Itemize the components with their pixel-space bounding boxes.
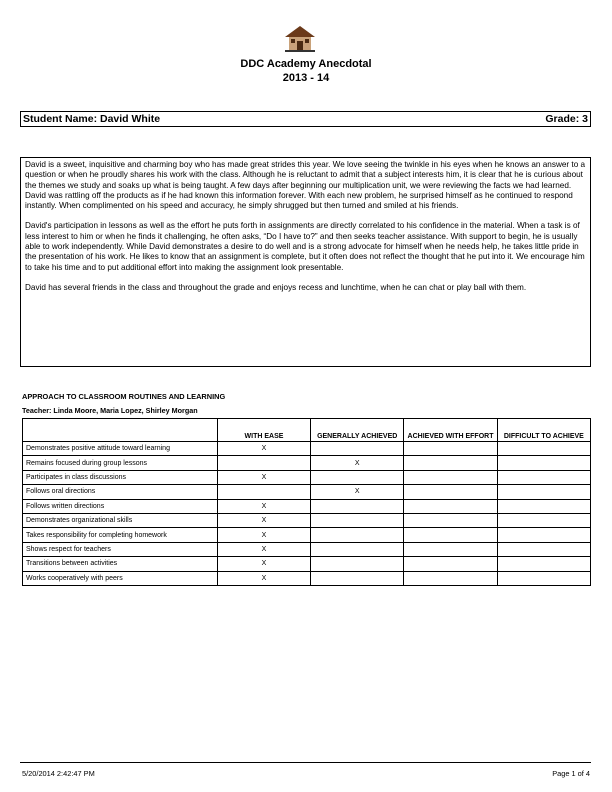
mark-difficult xyxy=(497,442,590,456)
behavior-item: Remains focused during group lessons xyxy=(23,456,218,470)
table-row xyxy=(23,557,591,571)
footer-divider xyxy=(20,762,591,763)
mark-difficult xyxy=(497,528,590,542)
mark-achieved-with-effort xyxy=(404,542,497,556)
document-title: DDC Academy Anecdotal xyxy=(240,58,372,70)
mark-difficult xyxy=(497,456,590,470)
mark-with-ease xyxy=(217,485,310,499)
table-row xyxy=(23,470,591,484)
teacher-names: Teacher: Linda Moore, Maria Lopez, Shirley Morgan xyxy=(22,406,198,415)
mark-with-ease: X xyxy=(217,442,310,456)
mark-achieved-with-effort xyxy=(404,442,497,456)
schoolhouse-icon xyxy=(283,25,317,53)
column-header: WITH EASE xyxy=(217,419,310,442)
student-info-bar xyxy=(20,111,591,127)
table-row xyxy=(23,442,591,456)
table-row xyxy=(23,528,591,542)
table-row xyxy=(23,542,591,556)
behavior-item: Transitions between activities xyxy=(23,557,218,571)
behavior-item: Takes responsibility for completing homework xyxy=(23,528,218,542)
mark-achieved-with-effort xyxy=(404,571,497,585)
mark-with-ease: X xyxy=(217,470,310,484)
school-year: 2013 - 14 xyxy=(282,72,330,84)
mark-generally-achieved: X xyxy=(311,456,404,470)
column-header: ACHIEVED WITH EFFORT xyxy=(404,419,497,442)
narrative-box xyxy=(20,157,591,367)
table-row xyxy=(23,456,591,470)
mark-generally-achieved xyxy=(311,513,404,527)
mark-achieved-with-effort xyxy=(404,528,497,542)
mark-achieved-with-effort xyxy=(404,485,497,499)
mark-with-ease: X xyxy=(217,557,310,571)
behavior-item: Shows respect for teachers xyxy=(23,542,218,556)
column-header: GENERALLY ACHIEVED xyxy=(311,419,404,442)
mark-with-ease: X xyxy=(217,571,310,585)
behavior-item: Follows oral directions xyxy=(23,485,218,499)
student-grade: Grade: 3 xyxy=(545,113,588,125)
mark-difficult xyxy=(497,499,590,513)
mark-generally-achieved xyxy=(311,542,404,556)
behavior-item: Demonstrates organizational skills xyxy=(23,513,218,527)
student-name: Student Name: David White xyxy=(23,113,161,125)
mark-generally-achieved: X xyxy=(311,485,404,499)
mark-difficult xyxy=(497,542,590,556)
narrative-paragraph: David has several friends in the class and throughout the grade and enjoys recess and lunchtime, when he can chat or play ball with them. xyxy=(25,282,527,292)
mark-achieved-with-effort xyxy=(404,456,497,470)
mark-achieved-with-effort xyxy=(404,470,497,484)
narrative-paragraph: David's participation in lessons as well as the effort he puts forth in assignments are directly correlated to his confidence in the material. When a task is of less interest to him or when he finds it challenging, he often asks, “Do I have to?” and then seeks teacher assistance. With support to begin, he is usually able to work independently. While David demonstrates a desire to do well and is a strong advocate for himself when he needs help, he takes little pride in the presentation of his work. He likes to know that an assignment is complete, but it often does not reflect the thought that he put into it. We encourage him to take his time and to put additional effort into making the assignment look presentable. xyxy=(25,221,585,272)
mark-generally-achieved xyxy=(311,470,404,484)
table-row xyxy=(23,485,591,499)
mark-achieved-with-effort xyxy=(404,499,497,513)
mark-generally-achieved xyxy=(311,528,404,542)
mark-with-ease: X xyxy=(217,499,310,513)
table-row xyxy=(23,571,591,585)
column-header xyxy=(23,419,218,442)
behavior-item: Participates in class discussions xyxy=(23,470,218,484)
table-row xyxy=(23,513,591,527)
behavior-item: Follows written directions xyxy=(23,499,218,513)
mark-with-ease xyxy=(217,456,310,470)
mark-with-ease: X xyxy=(217,542,310,556)
mark-generally-achieved xyxy=(311,442,404,456)
mark-difficult xyxy=(497,513,590,527)
behavior-item: Demonstrates positive attitude toward learning xyxy=(23,442,218,456)
table-header-row xyxy=(23,419,591,442)
mark-achieved-with-effort xyxy=(404,513,497,527)
mark-generally-achieved xyxy=(311,571,404,585)
mark-generally-achieved xyxy=(311,557,404,571)
mark-difficult xyxy=(497,485,590,499)
page-number: Page 1 of 4 xyxy=(552,769,590,778)
mark-difficult xyxy=(497,557,590,571)
section-title: APPROACH TO CLASSROOM ROUTINES AND LEARNING xyxy=(22,392,226,401)
mark-with-ease: X xyxy=(217,513,310,527)
mark-difficult xyxy=(497,470,590,484)
table-row xyxy=(23,499,591,513)
mark-achieved-with-effort xyxy=(404,557,497,571)
mark-with-ease: X xyxy=(217,528,310,542)
mark-generally-achieved xyxy=(311,499,404,513)
narrative-paragraph: David is a sweet, inquisitive and charming boy who has made great strides this year. We love seeing the twinkle in his eyes when he knows an answer to a question or when he proudly shares his work with the class. Although he is reluctant to admit that a subject interests him, it is clear that he is curious about the themes we study and soaks up what is being taught. A few days after beginning our multiplication unit, we were reviewing the facts we had learned. David was rattling off the products as if he had known this information forever. With each new problem, he surprised himself as he continued to respond instantly. When complimented on his speed and accuracy, he simply shrugged but then turned and smiled at his friends. xyxy=(25,160,586,211)
routines-table xyxy=(22,418,591,586)
column-header: DIFFICULT TO ACHIEVE xyxy=(497,419,590,442)
behavior-item: Works cooperatively with peers xyxy=(23,571,218,585)
mark-difficult xyxy=(497,571,590,585)
print-timestamp: 5/20/2014 2:42:47 PM xyxy=(22,769,95,778)
